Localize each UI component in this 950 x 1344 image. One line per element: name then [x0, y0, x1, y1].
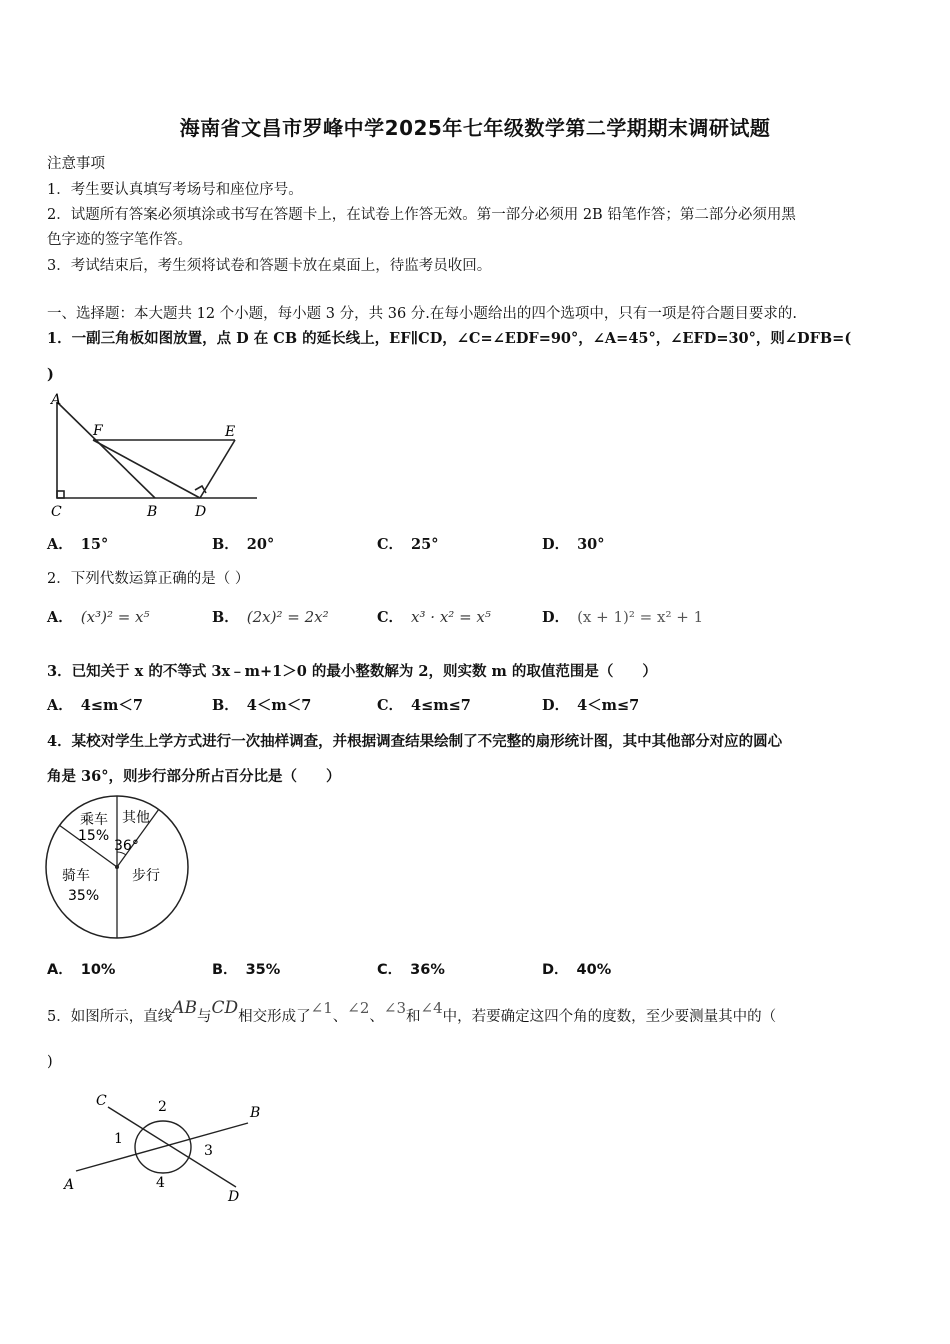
- notice-item-3: 3．考试结束后，考生须将试卷和答题卡放在桌面上，待监考员收回。: [47, 258, 492, 274]
- q3-option-d[interactable]: D． 4＜m≤7: [542, 697, 640, 714]
- q1-label-c: C: [51, 504, 62, 520]
- notice-item-2-cont: 色字迹的签字笔作答。: [47, 232, 192, 248]
- q3-option-a[interactable]: A． 4≤m＜7: [47, 697, 143, 714]
- q5-label-c: C: [96, 1093, 107, 1109]
- q4-text-cont: 角是 36°，则步行部分所占百分比是（ ）: [47, 768, 341, 785]
- q1-label-b: B: [147, 504, 158, 520]
- notice-item-1: 1．考生要认真填写考场号和座位序号。: [47, 182, 303, 198]
- q1-figure: [45, 390, 265, 525]
- q2-option-d[interactable]: D． (x + 1)² = x² + 1: [542, 608, 704, 626]
- q1-label-d: D: [195, 504, 207, 520]
- q3-text: 3．已知关于 x 的不等式 3x﹣m+1＞0 的最小整数解为 2，则实数 m 的取值范围是（ ）: [47, 663, 657, 680]
- q1-option-b[interactable]: B． 20°: [212, 536, 275, 553]
- q4-text: 4．某校对学生上学方式进行一次抽样调查，并根据调查结果绘制了不完整的扇形统计图，其中其他部分对应的圆心: [47, 733, 783, 750]
- q3-option-c[interactable]: C． 4≤m≤7: [377, 697, 471, 714]
- q5-figure: [58, 1085, 273, 1210]
- q4-option-a[interactable]: A． 10%: [47, 962, 116, 978]
- pie-label-bike-pct: 35%: [68, 888, 100, 904]
- q2-text: 2．下列代数运算正确的是（ ）: [47, 571, 250, 587]
- q5-angle-3: 3: [204, 1143, 213, 1159]
- q1-text: 1．一副三角板如图放置，点 D 在 CB 的延长线上，EF∥CD，∠C=∠EDF=90°，∠A=45°，∠EFD=30°，则∠DFB=(: [47, 330, 852, 347]
- q2-option-b[interactable]: B． (2x)² = 2x²: [212, 608, 329, 626]
- q2-option-c[interactable]: C． x³ · x² = x⁵: [377, 608, 491, 626]
- q4-option-d[interactable]: D． 40%: [542, 962, 612, 978]
- q4-option-b[interactable]: B． 35%: [212, 962, 281, 978]
- q5-label-b: B: [250, 1105, 261, 1121]
- pie-label-other: 其他: [122, 810, 150, 826]
- q5-angle-2: 2: [158, 1099, 167, 1115]
- q5-text: 5．如图所示，直线AB与CD相交形成了∠1、∠2、∠3和∠4中，若要确定这四个角的度数，至少要测量其中的（: [47, 998, 777, 1025]
- q1-option-d[interactable]: D． 30°: [542, 536, 605, 553]
- q5-angle-1: 1: [114, 1131, 123, 1147]
- q5-label-a: A: [64, 1177, 75, 1193]
- q4-pie-chart: [42, 792, 192, 942]
- q5-label-d: D: [228, 1189, 240, 1205]
- section-heading: 一、选择题：本大题共 12 个小题，每小题 3 分，共 36 分.在每小题给出的四个选项中，只有一项是符合题目要求的.: [47, 306, 797, 322]
- q1-label-f: F: [93, 423, 103, 439]
- q2-option-a[interactable]: A． (x³)² = x⁵: [47, 608, 150, 626]
- pie-label-bus-pct: 15%: [78, 828, 110, 844]
- q3-option-b[interactable]: B． 4＜m＜7: [212, 697, 312, 714]
- q1-label-e: E: [225, 424, 236, 440]
- pie-label-walk: 步行: [132, 868, 160, 884]
- q1-option-a[interactable]: A． 15°: [47, 536, 109, 553]
- pie-label-other-angle: 36°: [114, 838, 139, 854]
- page-title: 海南省文昌市罗峰中学2025年七年级数学第二学期期末调研试题: [179, 116, 771, 140]
- notice-heading: 注意事项: [47, 156, 105, 172]
- q4-option-c[interactable]: C． 36%: [377, 962, 445, 978]
- q1-text-cont: ): [47, 366, 54, 383]
- notice-item-2: 2．试题所有答案必须填涂或书写在答题卡上，在试卷上作答无效。第一部分必须用 2B 铅笔作答；第二部分必须用黑: [47, 207, 796, 223]
- q1-label-a: A: [51, 392, 62, 408]
- pie-label-bike: 骑车: [62, 868, 90, 884]
- q5-angle-4: 4: [156, 1175, 165, 1191]
- q1-option-c[interactable]: C． 25°: [377, 536, 439, 553]
- q5-text-cont: ): [47, 1054, 53, 1070]
- pie-label-bus: 乘车: [80, 812, 108, 828]
